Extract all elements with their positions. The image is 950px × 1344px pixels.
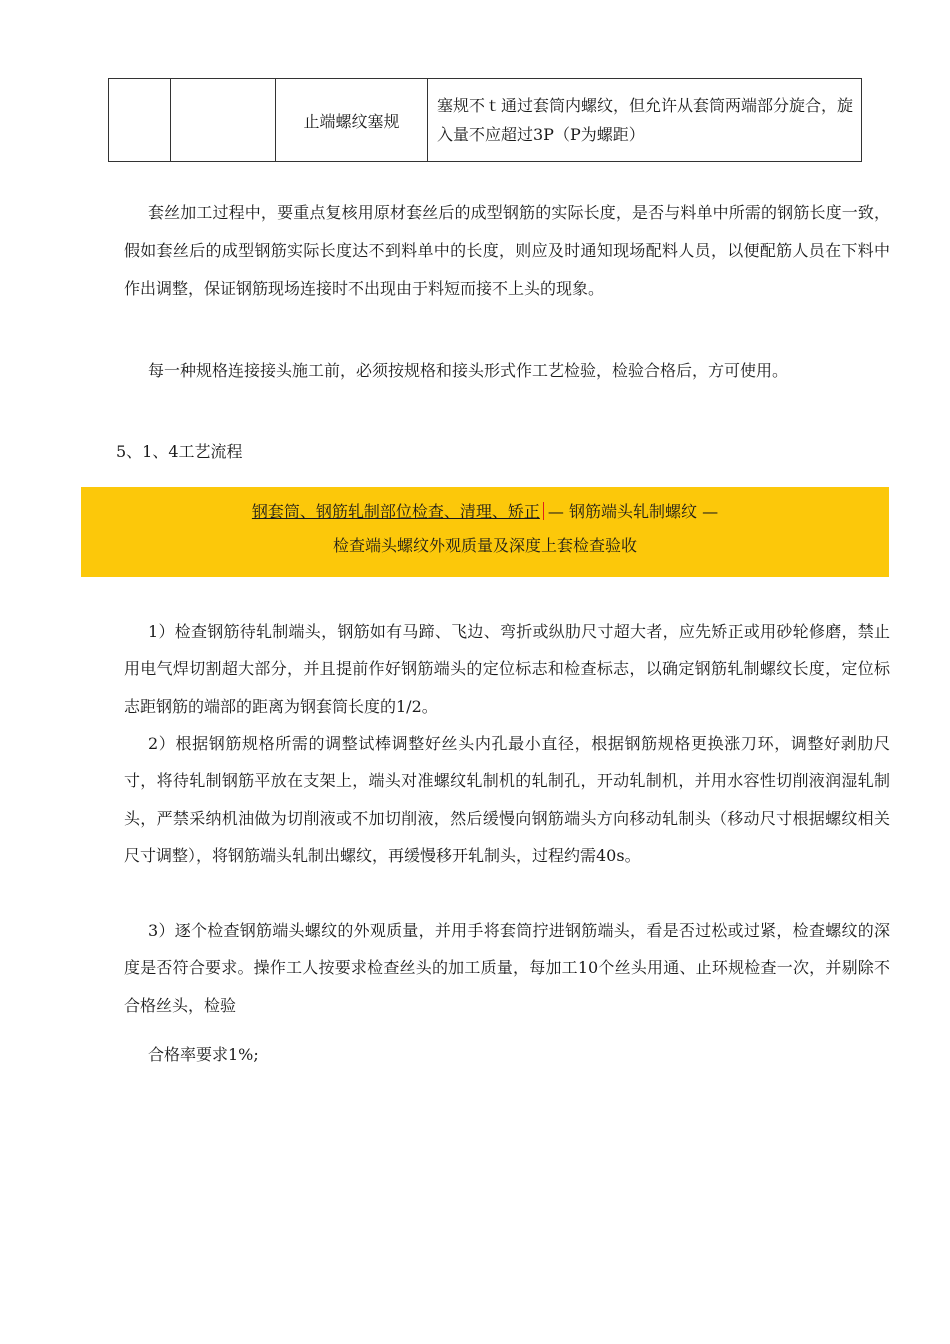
flow-line-1 (81, 497, 889, 527)
table-cell-empty-2 (171, 79, 276, 162)
flow-step-roll-thread: 钢筋端头轧制螺纹 (569, 502, 698, 521)
paragraph-process-test: 每一种规格连接接头施工前，必须按规格和接头形式作工艺检验，检验合格后，方可使用。 (148, 361, 789, 380)
table-cell-gauge-name: 止端螺纹塞规 (276, 79, 428, 162)
spec-table (108, 78, 862, 162)
paragraph-thread-length-check: 套丝加工过程中，要重点复核用原材套丝后的成型钢筋的实际长度，是否与料单中所需的钢筋长度一致，假如套丝后的成型钢筋实际长度达不到料单中的长度，则应及时通知现场配料人员，以便配筋人员在下料中作出调整，保证钢筋现场连接时不出现由于料短而接不上头的现象。 (124, 203, 890, 298)
flow-arrow-1: — (547, 502, 569, 521)
section-heading: 5、1、4工艺流程 (116, 442, 243, 461)
flow-step-inspect: 钢套筒、钢筋轧制部位检查、清理、矫正 (251, 502, 540, 521)
step-1-paragraph: 1）检查钢筋待轧制端头，钢筋如有马蹄、飞边、弯折或纵肋尺寸超大者，应先矫正或用砂轮修磨，禁止用电气焊切割超大部分，并且提前作好钢筋端头的定位标志和检查标志，以确定钢筋轧制螺纹长度，定位标志距钢筋的端部的距离为钢套筒长度的1/2。 (124, 622, 890, 716)
step-3-tail: 合格率要求1%; (148, 1045, 259, 1064)
step-2-paragraph: 2）根据钢筋规格所需的调整试棒调整好丝头内孔最小直径，根据钢筋规格更换涨刀环，调整好剥肋尺寸，将待轧制钢筋平放在支架上，端头对准螺纹轧制机的轧制孔，开动轧制机，并用水容性切削液润湿轧制头，严禁采纳机油做为切削液或不加切削液，然后缓慢向钢筋端头方向移动轧制头（移动尺寸根据螺纹相关尺寸调整），将钢筋端头轧制出螺纹，再缓慢移开轧制头，过程约需40s。 (124, 734, 890, 865)
process-flow-box (81, 487, 889, 577)
table-cell-gauge-description: 塞规不ｔ通过套筒内螺纹，但允许从套筒两端部分旋合，旋入量不应超过3P（P为螺距） (428, 79, 862, 162)
flow-arrow-2: — (697, 502, 719, 521)
table-cell-empty-1 (109, 79, 171, 162)
text-cursor (543, 502, 544, 520)
table-row (109, 79, 862, 162)
flow-line-2: 检查端头螺纹外观质量及深度上套检查验收 (332, 536, 637, 555)
step-3-paragraph: 3）逐个检查钢筋端头螺纹的外观质量，并用手将套筒拧进钢筋端头，看是否过松或过紧，检查螺纹的深度是否符合要求。操作工人按要求检查丝头的加工质量，每加工10个丝头用通、止环规检查一次，并剔除不合格丝头，检验 (124, 921, 890, 1015)
